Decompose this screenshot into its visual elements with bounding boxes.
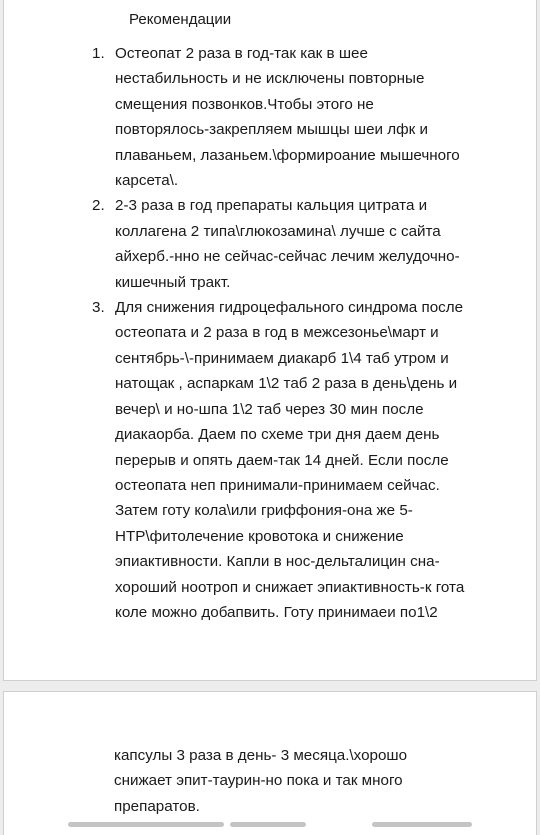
document-page-2 [3, 691, 537, 835]
list-item [92, 295, 512, 625]
horizontal-scrollbar[interactable] [0, 815, 540, 835]
scrollbar-segment[interactable] [372, 822, 472, 827]
recommendations-list [92, 41, 512, 625]
list-item-text: 2-3 раза в год препараты кальция цитрата и коллагена 2 типа\глюкозамина\ лучше с сайта айхерб.-нно не сейчас-сейчас лечим желудочно- кишечный тракт. [115, 197, 460, 291]
document-page-1 [3, 0, 537, 681]
list-item-text: Для снижения гидроцефального синдрома после остеопата и 2 раза в год в межсезонье\март и сентябрь-\-принимаем диакарб 1\4 таб утром и натощак , аспаркам 1\2 таб 2 раза в день\день и вечер\ и но-шпа 1\2 таб через 30 мин после диакаорба. Даем по схеме три дня даем день перерыв и опять даем-так 14 дней. Если после остеопата неп принимали-принимаем сейчас. Затем готу кола\или гриффония-она же 5- НТР\фитолечение кровотока и снижение эпиактивности. Капли в нос-дельталицин сна- хороший ноотроп и снижает эпиактивность-к гота коле можно добапвить. Готу принимаеи по1\2 [115, 299, 465, 621]
continuation-text: капсулы 3 раза в день- 3 месяца.\хорошо снижает эпит-таурин-но пока и так много препаратов. [114, 747, 408, 815]
scrollbar-thumb[interactable] [230, 822, 306, 827]
list-item-number: 3. [92, 299, 105, 317]
list-item-number: 1. [92, 45, 105, 62]
list-item [92, 41, 512, 193]
list-item [92, 193, 512, 295]
document-title: Рекомендации [129, 11, 232, 28]
scrollbar-segment[interactable] [68, 822, 224, 827]
list-item-text: Остеопат 2 раза в год-так как в шее нестабильность и не исключены повторные смещения позвонков.Чтобы этого не повторялось-закрепляем мышцы шеи лфк и плаваньем, лазаньем.\формироание мышечного карсета\. [115, 45, 460, 190]
list-item-number: 2. [92, 197, 105, 215]
